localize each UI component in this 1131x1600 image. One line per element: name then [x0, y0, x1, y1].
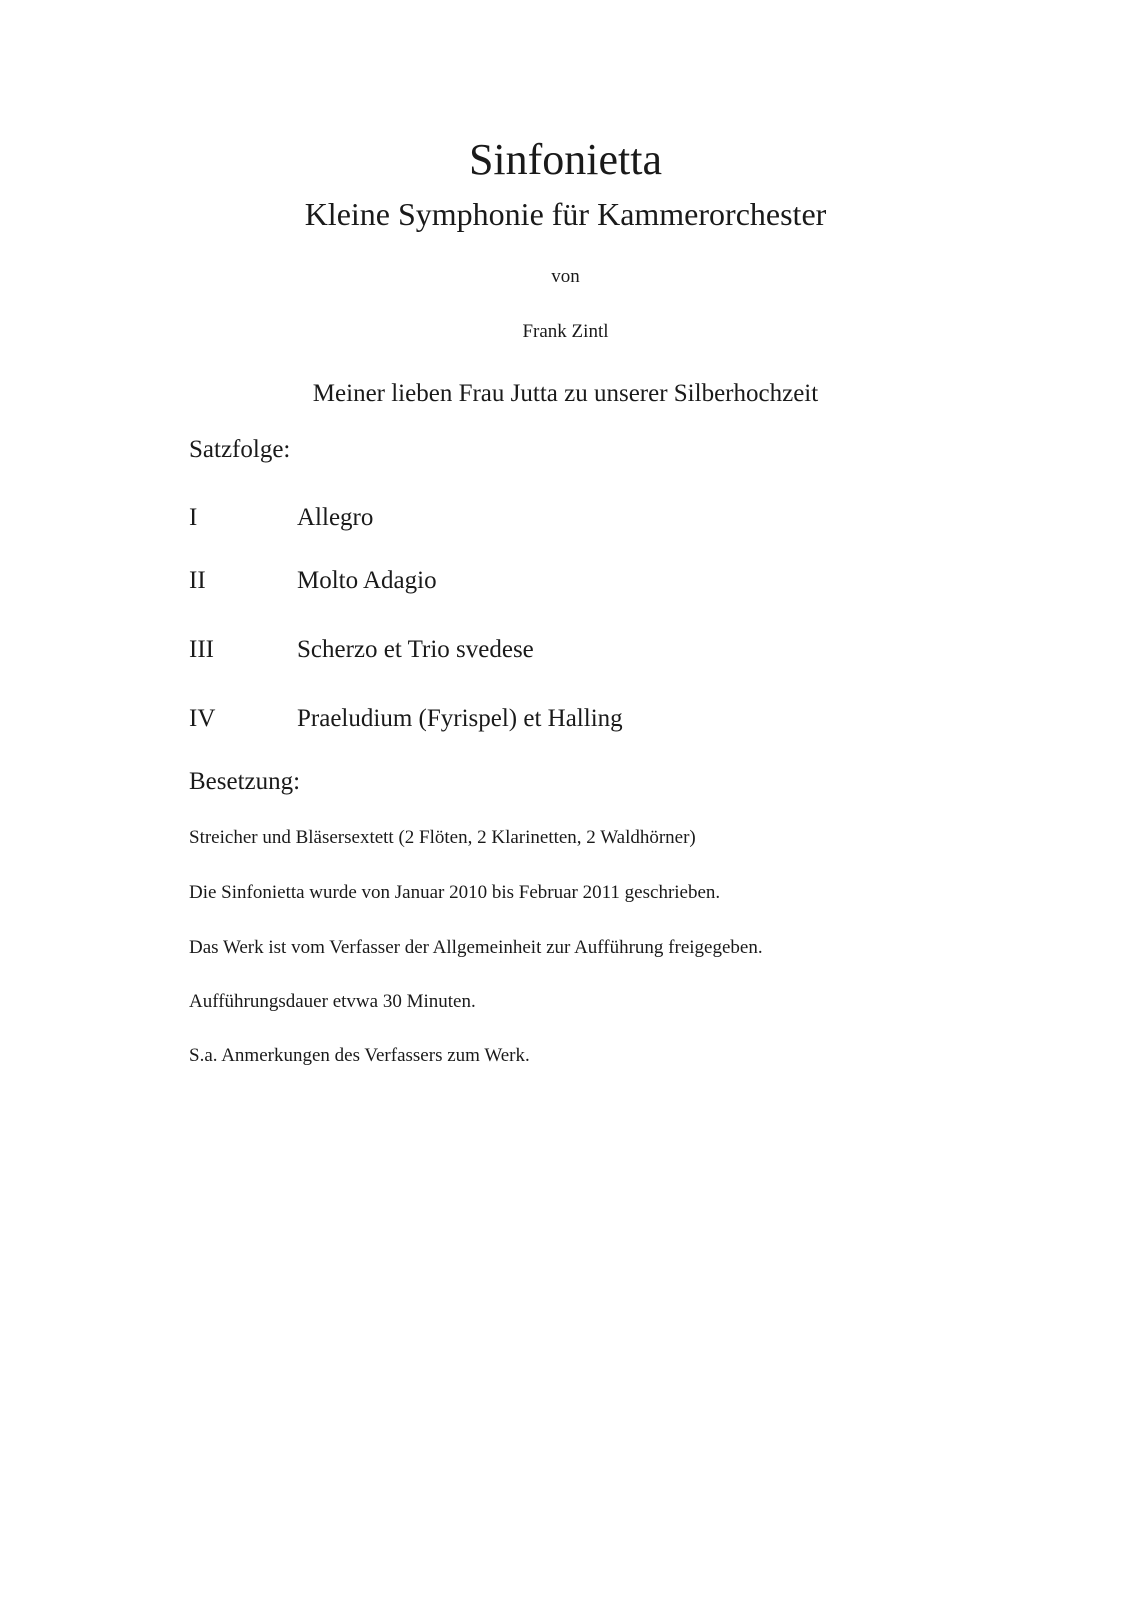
note-line: Das Werk ist vom Verfasser der Allgemeinheit zur Aufführung freigegeben. — [189, 937, 763, 958]
author-name: Frank Zintl — [522, 321, 609, 342]
movement-name: Allegro — [297, 504, 374, 531]
movement-name: Praeludium (Fyrispel) et Halling — [297, 705, 623, 732]
note-line: Streicher und Bläsersextett (2 Flöten, 2 Klarinetten, 2 Waldhörner) — [189, 827, 696, 848]
movement-number: II — [189, 567, 206, 594]
page-subtitle: Kleine Symphonie für Kammerorchester — [304, 196, 827, 232]
movement-row — [189, 634, 989, 666]
by-label: von — [551, 266, 580, 287]
movement-number: IV — [189, 705, 216, 732]
movement-number: III — [189, 636, 214, 663]
note-line: Aufführungsdauer etvwa 30 Minuten. — [189, 991, 476, 1012]
satzfolge-heading: Satzfolge: — [189, 436, 291, 463]
besetzung-heading: Besetzung: — [189, 768, 301, 795]
movement-row — [189, 703, 989, 735]
movement-name: Molto Adagio — [297, 567, 437, 594]
movement-row — [189, 502, 989, 534]
movement-name: Scherzo et Trio svedese — [297, 636, 534, 663]
movement-number: I — [189, 504, 198, 531]
dedication: Meiner lieben Frau Jutta zu unserer Silberhochzeit — [312, 380, 819, 407]
note-line: S.a. Anmerkungen des Verfassers zum Werk. — [189, 1045, 530, 1066]
movement-row — [189, 565, 989, 597]
page-title: Sinfonietta — [468, 135, 663, 184]
note-line: Die Sinfonietta wurde von Januar 2010 bis Februar 2011 geschrieben. — [189, 882, 721, 903]
